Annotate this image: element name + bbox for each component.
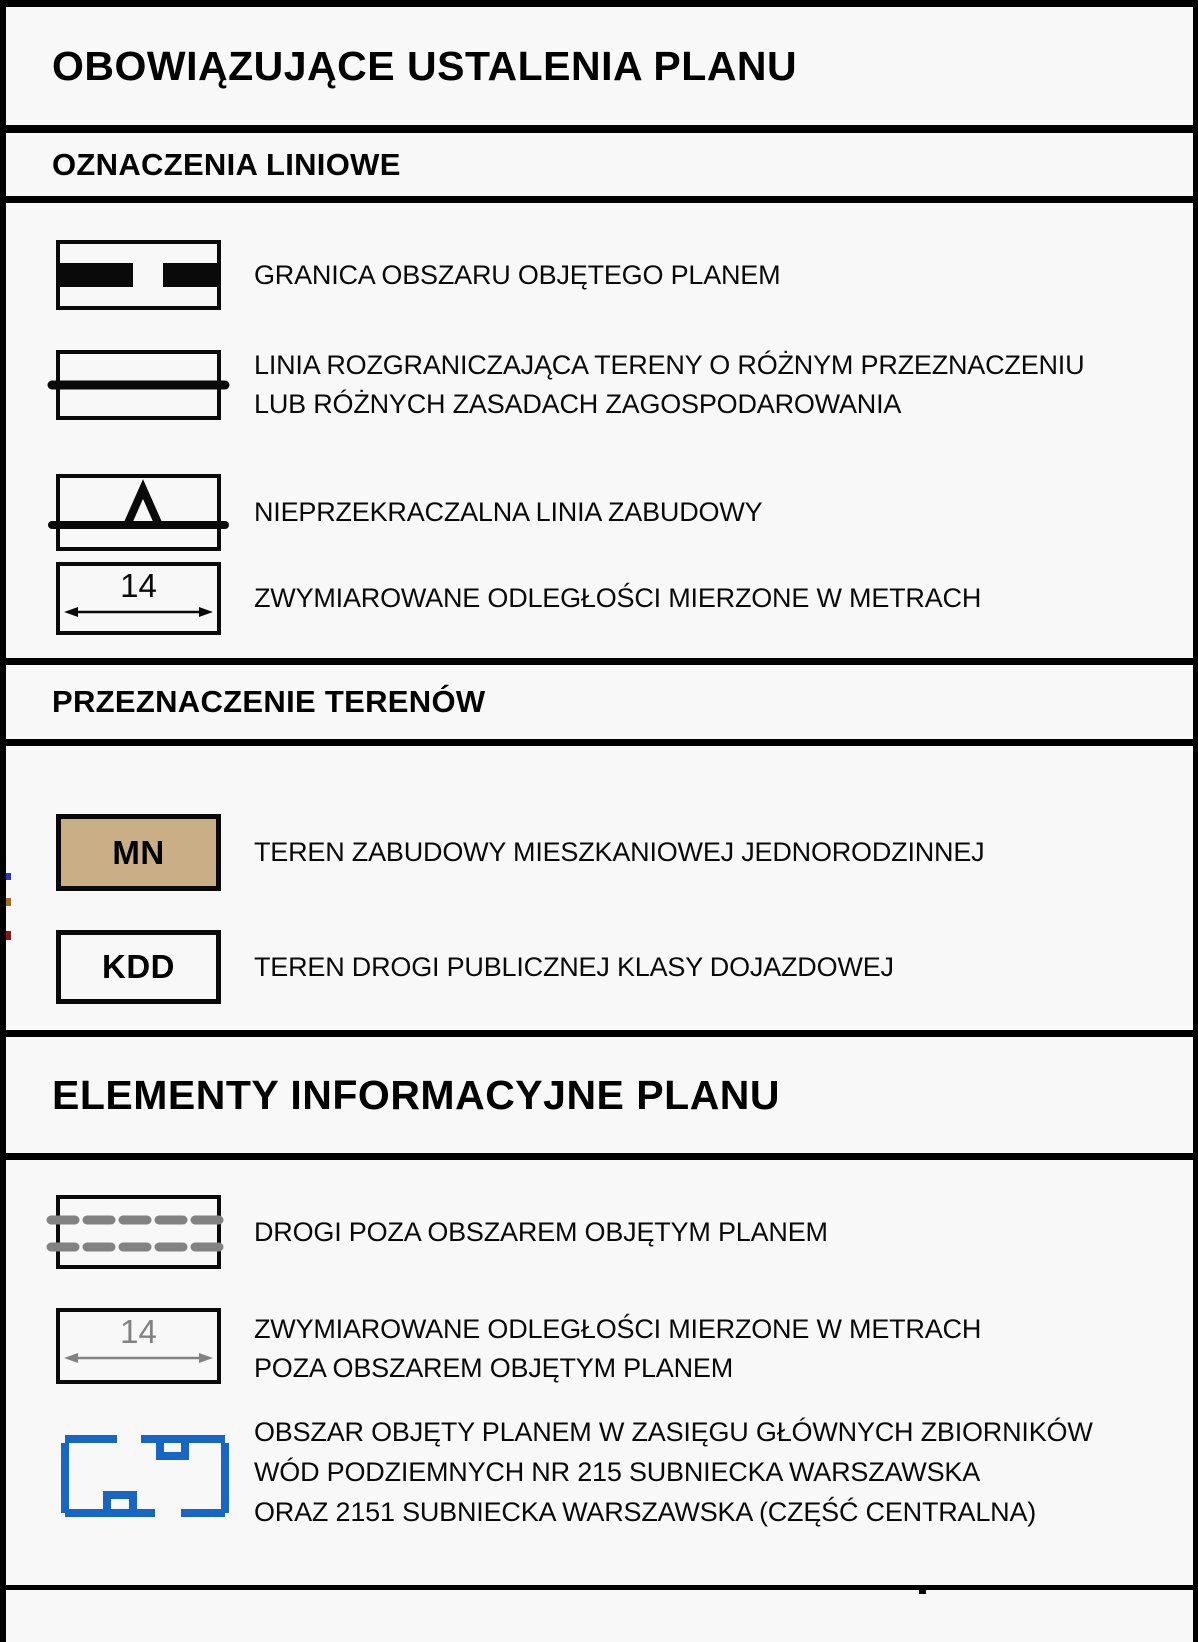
section-heading-info xyxy=(6,1037,1193,1160)
dividing-line-symbol xyxy=(56,350,221,420)
dimension-symbol xyxy=(56,562,221,635)
section-heading-landuse xyxy=(6,665,1193,746)
kdd-zone-code: KDD xyxy=(102,948,175,985)
caption-line: OBSZAR OBJĘTY PLANEM W ZASIĘGU GŁÓWNYCH ZBIORNIKÓW xyxy=(254,1417,1093,1447)
caption-line: ORAZ 2151 SUBNIECKA WARSZAWSKA (CZĘŚĆ CENTRALNA) xyxy=(254,1497,1037,1527)
legend-caption-gzwp xyxy=(254,1412,1093,1532)
caption-line: ZWYMIAROWANE ODLEGŁOŚCI MIERZONE W METRACH xyxy=(254,1314,982,1344)
caption-line: POZA OBSZAREM OBJĘTYM PLANEM xyxy=(254,1353,733,1383)
bottom-divider-tick xyxy=(919,1590,926,1594)
legend-caption-dividing-line xyxy=(254,346,1084,424)
section-heading-info-label: ELEMENTY INFORMACYJNE PLANU xyxy=(52,1071,781,1118)
legend-title-band xyxy=(6,7,1193,133)
legend-caption-setback-line: NIEPRZEKRACZALNA LINIA ZABUDOWY xyxy=(254,497,763,527)
section-heading-linear xyxy=(6,133,1193,203)
dimension-arrow-icon xyxy=(64,605,213,619)
edge-artifact-blue xyxy=(6,873,11,880)
section-heading-linear-label: OZNACZENIA LINIOWE xyxy=(52,146,401,182)
section-heading-landuse-label: PRZEZNACZENIE TERENÓW xyxy=(52,684,486,719)
page-title: OBOWIĄZUJĄCE USTALENIA PLANU xyxy=(52,42,798,89)
legend-caption-dimension: ZWYMIAROWANE ODLEGŁOŚCI MIERZONE W METRACH xyxy=(254,583,982,613)
legend-caption-dimension-outside xyxy=(254,1310,981,1388)
caption-line: WÓD PODZIEMNYCH NR 215 SUBNIECKA WARSZAWSKA xyxy=(254,1457,981,1487)
landuse-section xyxy=(6,746,1193,1037)
legend-caption-plan-boundary: GRANICA OBSZARU OBJĘTEGO PLANEM xyxy=(254,259,781,290)
info-symbols-section xyxy=(6,1160,1193,1590)
building-setback-line-symbol xyxy=(56,474,221,551)
edge-artifact-red xyxy=(6,931,11,940)
dimension-outside-symbol xyxy=(56,1308,221,1384)
legend-caption-mn: TEREN ZABUDOWY MIESZKANIOWEJ JEDNORODZINNEJ xyxy=(254,837,985,867)
kdd-zone-symbol xyxy=(56,930,221,1004)
caption-line: LUB RÓŻNYCH ZASADACH ZAGOSPODAROWANIA xyxy=(254,389,902,419)
caption-line: LINIA ROZGRANICZAJĄCA TERENY O RÓŻNYM PRZEZNACZENIU xyxy=(254,350,1085,380)
legend-caption-kdd: TEREN DROGI PUBLICZNEJ KLASY DOJAZDOWEJ xyxy=(254,951,894,982)
roads-outside-plan-symbol xyxy=(56,1195,221,1269)
bottom-strip xyxy=(6,1590,1193,1594)
dimension-outside-value: 14 xyxy=(120,1313,157,1350)
edge-artifact-orange xyxy=(6,898,11,906)
dimension-value: 14 xyxy=(120,567,157,604)
dimension-outside-arrow-icon xyxy=(64,1351,213,1365)
linear-symbols-section xyxy=(6,203,1193,665)
mn-zone-symbol xyxy=(56,814,221,891)
mn-zone-code: MN xyxy=(112,833,165,871)
plan-boundary-symbol xyxy=(56,240,221,310)
gzwp-area-symbol xyxy=(61,1435,229,1517)
legend-caption-roads-outside: DROGI POZA OBSZAREM OBJĘTYM PLANEM xyxy=(254,1216,828,1247)
